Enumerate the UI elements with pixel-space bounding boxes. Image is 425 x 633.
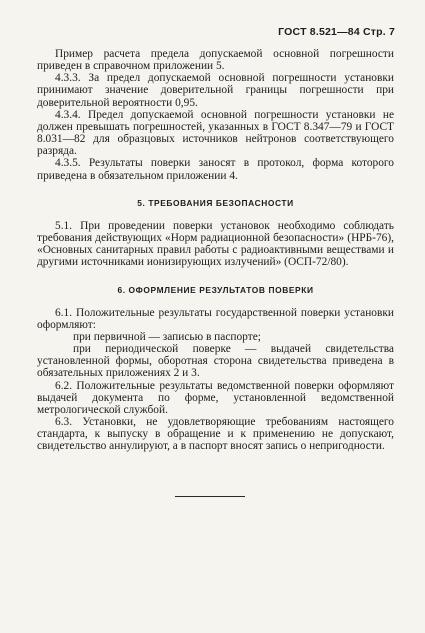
paragraph-6-1: 6.1. Положительные результаты государственной поверки установки оформляют: <box>37 306 394 331</box>
document-body <box>37 48 394 453</box>
running-head: ГОСТ 8.521—84 Стр. 7 <box>278 26 395 38</box>
paragraph-4-3-3: 4.3.3. За предел допускаемой основной погрешности установки принимают значение доверительной границы погрешности при доверительной вероятности 0,95. <box>37 72 394 109</box>
paragraph-6-1-primary: при первичной — записью в паспорте; <box>73 330 261 343</box>
paragraph-6-1-periodic: при периодической поверке — выдачей свидетельства установленной формы, оборотная сторона свидетельства приведена в обязательных приложениях 2 и 3. <box>37 343 394 380</box>
paragraph-4-3-5: 4.3.5. Результаты поверки заносят в протокол, форма которого приведена в обязательном приложении 4. <box>37 157 394 182</box>
paragraph-4-3-4: 4.3.4. Предел допускаемой основной погрешности установки не должен превышать погрешностей, указанных в ГОСТ 8.347—79 и ГОСТ 8.031—82 для образцовых источников нейтронов соответствующего разряда. <box>37 108 394 158</box>
end-rule <box>175 496 245 497</box>
paragraph-example: Пример расчета предела допускаемой основной погрешности приведен в справочном приложении 5. <box>37 48 394 73</box>
section-6-heading: 6. ОФОРМЛЕНИЕ РЕЗУЛЬТАТОВ ПОВЕРКИ <box>117 284 314 295</box>
section-5-heading: 5. ТРЕБОВАНИЯ БЕЗОПАСНОСТИ <box>137 197 294 208</box>
paragraph-5-1: 5.1. При проведении поверки установок необходимо соблюдать требования действующих «Норм радиационной безопасности» (НРБ-76), «Основных санитарных правил работы с радиоактивными веществами и другими источниками ионизирующих излучений» (ОСП-72/80). <box>37 219 394 269</box>
paragraph-6-2: 6.2. Положительные результаты ведомственной поверки оформляют выдачей документа по форме, установленной ведомственной метрологической службой. <box>37 379 394 416</box>
paragraph-6-3: 6.3. Установки, не удовлетворяющие требованиям настоящего стандарта, к выпуску в обращение и к применению не допускают, свидетельство аннулируют, а в паспорт вносят запись о непригодности. <box>37 416 394 453</box>
